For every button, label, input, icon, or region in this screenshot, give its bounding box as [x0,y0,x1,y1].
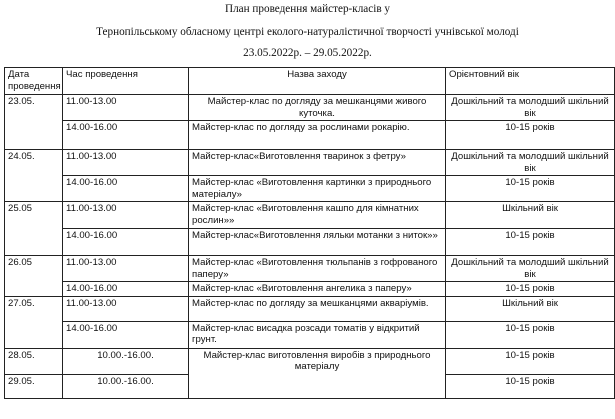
table-row [5,121,615,150]
age-cell: Дошкільний та молодший шкільний вік [446,256,615,282]
event-cell: Майстер-клас по догляду за рослинами рокарію. [189,121,446,150]
table-row [5,256,615,282]
table-row [5,176,615,202]
time-cell: 11.00-13.00 [63,202,189,229]
event-cell: Майстер-клас «Виготовлення картинки з природнього матеріалу» [189,176,446,202]
date-cell: 26.05 [5,256,63,297]
col-header-event: Назва заходу [189,68,446,95]
date-cell: 24.05. [5,150,63,202]
age-cell: 10-15 років [446,282,615,297]
time-cell: 14.00-16.00 [63,321,189,348]
time-cell: 14.00-16.00 [63,229,189,256]
time-cell: 11.00-13.00 [63,95,189,121]
table-row [5,95,615,121]
event-cell: Майстер-клас «Виготовлення ангелика з паперу» [189,282,446,297]
time-cell: 10.00.-16.00. [63,348,189,374]
time-cell: 10.00.-16.00. [63,374,189,398]
time-cell: 14.00-16.00 [63,176,189,202]
table-row [5,202,615,229]
event-cell: Майстер-клас по догляду за мешканцями акваріумів. [189,296,446,321]
date-cell: 27.05. [5,296,63,348]
age-cell: 10-15 років [446,321,615,348]
table-header-row [5,68,615,95]
col-header-date: Дата проведення [5,68,63,95]
age-cell: Шкільний вік [446,296,615,321]
event-cell: Майстер-клас«Виготовлення ляльки мотанки з ниток»» [189,229,446,256]
col-header-time: Час проведення [63,68,189,95]
event-cell: Майстер-клас висадка розсади томатів у відкритий грунт. [189,321,446,348]
table-row [5,150,615,176]
doc-date-range: 23.05.2022р. – 29.05.2022р. [243,47,372,59]
age-cell: 10-15 років [446,348,615,374]
table-row [5,321,615,348]
event-cell: Майстер-клас «Виготовлення кашпо для кімнатних рослин»» [189,202,446,229]
event-cell: Майстер-клас виготовлення виробів з природнього матеріалу [189,348,446,398]
doc-title-line2: Тернопільському обласному центрі еколого-натуралістичної творчості учнівської молоді [96,26,519,38]
date-cell: 28.05. [5,348,63,374]
doc-title-line1: План проведення майстер-класів у [224,3,391,15]
event-cell: Майстер-клас «Виготовлення тюльпанів з гофрованого паперу» [189,256,446,282]
date-cell: 29.05. [5,374,63,398]
age-cell: Шкільний вік [446,202,615,229]
table-row [5,296,615,321]
time-cell: 14.00-16.00 [63,282,189,297]
time-cell: 11.00-13.00 [63,150,189,176]
table-row [5,229,615,256]
time-cell: 11.00-13.00 [63,296,189,321]
event-cell: Майстер-клас по догляду за мешканцями живого куточка. [189,95,446,121]
table-row [5,282,615,297]
schedule-table [4,67,615,399]
time-cell: 14.00-16.00 [63,121,189,150]
col-header-age: Орієнтовний вік [446,68,615,95]
time-cell: 11.00-13.00 [63,256,189,282]
age-cell: 10-15 років [446,374,615,398]
age-cell: Дошкільний та молодший шкільний вік [446,95,615,121]
date-cell: 23.05. [5,95,63,150]
age-cell: 10-15 років [446,176,615,202]
age-cell: Дошкільний та молодший шкільний вік [446,150,615,176]
event-cell: Майстер-клас«Виготовлення тваринок з фетру» [189,150,446,176]
age-cell: 10-15 років [446,229,615,256]
age-cell: 10-15 років [446,121,615,150]
date-cell: 25.05 [5,202,63,256]
table-row [5,348,615,374]
